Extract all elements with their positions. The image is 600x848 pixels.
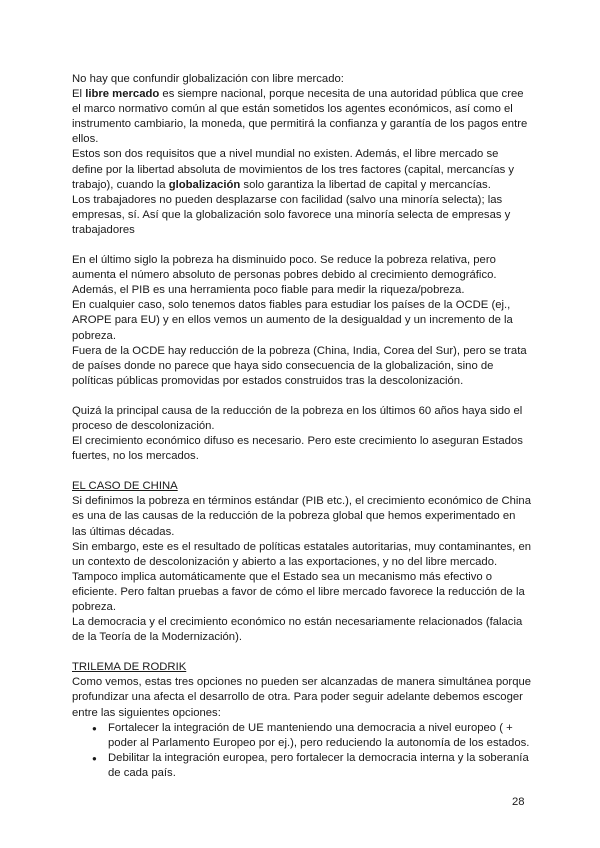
spacer (72, 238, 532, 253)
pobreza-paragraph-4: Fuera de la OCDE hay reducción de la pobreza (China, India, Corea del Sur), pero se trata de países donde no parece que haya sido consecuencia de la globalización, sino de políticas públicas promovidas por estados construidos tras la descolonización. (72, 344, 527, 387)
list-item: ● Debilitar la integración europea, pero fortalecer la democracia interna y la soberanía de cada país. (108, 751, 532, 781)
heading-trilema-rodrik: TRILEMA DE RODRIK (72, 661, 187, 674)
pobreza-paragraph-3: En cualquier caso, solo tenemos datos fiables para estudiar los países de la OCDE (ej., AROPE para EU) y en ellos vemos un aumento de la desigualdad y un incremento de la pobreza. (72, 299, 513, 342)
china-paragraph-3: Tampoco implica automáticamente que el Estado sea un mecanismo más efectivo o eficiente. Pero faltan pruebas a favor de cómo el libre mercado favorece la reducción de la pobreza. (72, 570, 525, 613)
crecimiento-paragraph: El crecimiento económico difuso es necesario. Pero este crecimiento lo aseguran Estados fuertes, no los mercados. (72, 435, 523, 463)
list-item: ● Fortalecer la integración de UE manteniendo una democracia a nivel europeo ( + poder al Parlamento Europeo por ej.), pero reduciendo la autonomía de los estados. (108, 721, 532, 751)
trabajadores-paragraph: Los trabajadores no pueden desplazarse con facilidad (salvo una minoría selecta); las empresas, sí. Así que la globalización solo favorece una minoría selecta de empresas y trabajadores (72, 193, 511, 236)
intro-line: No hay que confundir globalización con libre mercado: (72, 73, 344, 85)
libre-mercado-paragraph: El libre mercado es siempre nacional, porque necesita de una autoridad pública que cree el marco normativo común al que están sometidos los agentes económicos, así como el instrumento cambiario, la moneda, que permitirá la confianza y garantía de los pagos entre ellos. (72, 88, 528, 146)
rodrik-paragraph: Como vemos, estas tres opciones no pueden ser alcanzadas de manera simultánea porque profundizar una afecta el desarrollo de otra. Para poder seguir adelante debemos escoger entre las siguientes opciones: (72, 676, 532, 719)
china-paragraph-1: Si definimos la pobreza en términos estándar (PIB etc.), el crecimiento económico de China es una de las causas de la reducción de la pobreza global que hemos experimentado en las últimas décadas. (72, 495, 532, 538)
china-paragraph-4: La democracia y el crecimiento económico no están necesariamente relacionados (falacia de la Teoría de la Modernización). (72, 616, 523, 644)
pobreza-paragraph-2: Además, el PIB es una herramienta poco fiable para medir la riqueza/pobreza. (72, 284, 465, 297)
spacer (72, 389, 532, 404)
options-list (72, 721, 532, 781)
china-paragraph-2: Sin embargo, este es el resultado de políticas estatales autoritarias, muy contaminantes, en un contexto de descolonización y abierto a las exportaciones, y no del libre mercado. (72, 540, 532, 568)
term-libre-mercado: libre mercado (85, 88, 160, 101)
pobreza-paragraph-1: En el último siglo la pobreza ha disminuido poco. Se reduce la pobreza relativa, pero aumenta el número absoluto de personas pobres debido al crecimiento demográfico. (72, 254, 497, 282)
spacer (72, 464, 532, 479)
heading-caso-china: EL CASO DE CHINA (72, 480, 178, 493)
descolonizacion-paragraph: Quizá la principal causa de la reducción de la pobreza en los últimos 60 años haya sido el proceso de descolonización. (72, 404, 523, 432)
spacer (72, 645, 532, 660)
page-content (72, 72, 532, 781)
term-globalizacion: globalización (168, 178, 241, 191)
globalizacion-paragraph: Estos son dos requisitos que a nivel mundial no existen. Además, el libre mercado se define por la libertad absoluta de movimientos de los tres factores (capital, mercancías y trabajo), cuando la globalización solo garantiza la libertad de capital y mercancías. (72, 148, 515, 191)
page-number: 28 (512, 796, 525, 808)
